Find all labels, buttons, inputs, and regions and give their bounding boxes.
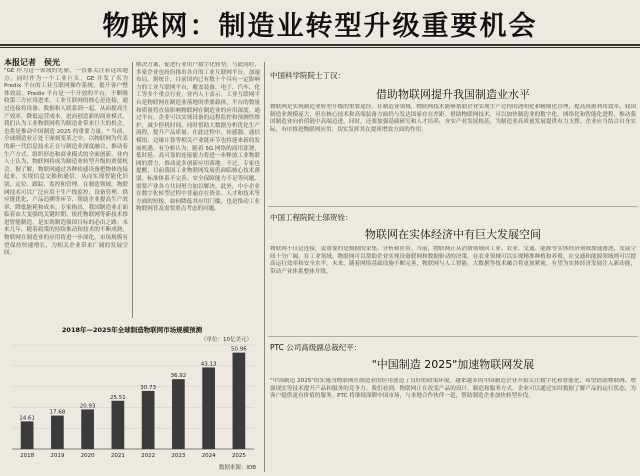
chart-bar [112, 401, 125, 449]
chart-plot [4, 323, 260, 461]
chart-bar [81, 409, 94, 449]
chart-data-label: 50.96 [231, 346, 247, 353]
column-divider [132, 62, 133, 318]
interview-title-2: 物联网在实体经济中有巨大发展空间 [365, 228, 541, 241]
chart-tick-label: 2020 [80, 453, 95, 459]
chart-source: 数据来源：IDB [218, 465, 256, 471]
article-column-2: 解决方案，促进行业用户数字化转型。与此同时，多家企业也纷纷推出各自的工业互联网平台，加速布局。据统计，目前国内已有数十个具有一定影响力的工业互联网平台，覆盖装备、电子、汽车、化工等多个重点行业。业内人士表示，工业互联网平台是物联网在制造业落地的重要载体，平台的数量和质量将直接影响物联网在制造业的应用深度。通过平台，企业可以实现设备的远程监控和预测性维护，减少停机时间，同时借助大数据分析优化生产流程，提升产品质量。在此过程中，传感器、通信模组、边缘计算等相关产业链环节也将迎来新的发展机遇。有分析认为，随着 5G 网络的商用部署，低时延、高可靠的连接能力将进一步释放工业物联网的潜力，推动更多创新应用落地。不过，专家也提醒，目前我国工业物联网发展仍面临核心技术薄弱、标准体系不完善、安全保障能力不足等问题，需要产业各方共同努力加以解决。此外，中小企业在数字化转型过程中普遍存在资金、人才和技术等方面的短板，如何降低其应用门槛，也是推动工业物联网普及需要重点考虑的问题。 [136, 62, 260, 213]
chart-bar [233, 353, 246, 449]
interview-kicker-3: PTC 公司高级副总裁纪平： [270, 343, 362, 352]
section-rule [268, 336, 638, 337]
chart-data-label: 20.93 [79, 403, 96, 410]
chart-data-label: 30.73 [140, 384, 156, 391]
chart-bar [51, 416, 64, 449]
interview-body-3: "中国制造 2025"的实施为物联网在制造业的应用创造了良好的政策环境。越来越多的中国制造企业开始关注数字化和智能化，希望借助物联网、增强现实等技术提升产品和服务的竞争力。我们看到，物联网正在改变产品的设计、制造和服务方式，企业可以通过实时数据了解产品的运行状态，为客户提供更有价值的服务。PTC 将继续深耕中国市场，与本地合作伙伴一道，帮助制造企业加快转型步伐。 [270, 378, 636, 400]
chart-tick-label: 2018 [20, 453, 35, 459]
chart-unit: （单位：10亿美元） [201, 337, 252, 343]
chart-title: 2018年—2025年全球制造物联网市场规模预测 [61, 326, 203, 334]
interview-body-2: 物联网不仅是连接，更重要的是数据的采集、分析和应用。当前，物联网正从消费领域向工业、农业、交通、能源等实体经济领域加速渗透，发展空间十分广阔。在工业领域，物联网可以帮助企业实现设备联网和数据驱动的决策，在农业领域可以实现精准种植和养殖，在交通和能源领域则可以提高运行效率和安全水平。未来，随着网络基础设施不断完善，物联网与人工智能、大数据等技术融合将更加紧密，有望为实体经济发展注入新动能，带动产业体系整体升级。 [270, 246, 636, 275]
chart-bar [21, 421, 34, 449]
interview-kicker-1: 中国科学院院士丁汉： [270, 71, 345, 80]
chart-data-label: 14.61 [19, 415, 35, 422]
interview-title-1: 借助物联网提升我国制造业水平 [376, 88, 530, 101]
chart-tick-label: 2023 [171, 453, 186, 459]
article-column-1: "GE 作为这一领域的先驱，一直都关注着这块地方。同时作为一个工业巨头，GE 开发了名为 Predix 平台的工业互联网操作系统，提升客户整体效益。Predix 平台是一个开放的平台，不断吸收第三方应用进来。工业互联网的核心是连接，通过连接将设备、数据和人联系到一起，从而提高生产效率，降低运营成本，进而创造新的商业模式。我们认为工业物联网将为制造业带来巨大的机会，也将是推动中国制造 2025 的重要力量。" 当前，全球制造业正处于深刻变革之中，以物联网为代表的新一代信息技术正在与制造业深度融合，推动着生产方式、组织形态和商业模式的全面创新。业内人士认为，物联网将成为制造业转型升级的重要机会。据了解，物联网通过各种传感设备把物体连接起来，实现信息交换和通信，从而实现智能化识别、定位、跟踪、监控和管理。在制造领域，物联网技术可以广泛应用于生产线监控、设备管理、供应链优化、产品追溯等环节，帮助企业提高生产效率、降低能耗和成本。专家指出，我国制造业正面临着由大变强的关键时期，依托物联网等新技术推进智能制造，是实现制造强国目标的必由之路。未来几年，随着政策的持续推动和技术的不断成熟，物联网在制造业的应用将进一步深化，市场规模有望保持快速增长，为相关企业带来广阔的发展空间。 [4, 68, 128, 257]
chart-bar [142, 391, 155, 449]
chart-data-label: 36.92 [170, 373, 187, 380]
chart-bar [202, 367, 215, 449]
interview-body-1: 物联网是实现制造业转型升级的重要途径。在制造业领域，物联网技术能够帮助企业实现生产过程的透明化和精细化管理，提高资源利用效率。我国制造业规模庞大，但在核心技术和高端装备方面仍与发达国家存在差距。借助物联网技术，可以加快制造业的数字化、网络化和智能化进程，推动我国制造业向价值链中高端迈进。同时，还要加强基础研究和人才培养，夯实产业发展根基，为制造业高质量发展提供有力支撑。企业应当结合自身实际，有序推进物联网应用，切实发挥其在提质增效方面的作用。 [270, 104, 636, 133]
chart-tick-label: 2024 [201, 453, 216, 459]
market-size-chart [4, 323, 260, 473]
page-headline: 物联网：制造业转型升级重要机会 [102, 11, 538, 42]
headline-rule [0, 44, 640, 46]
section-rule [268, 206, 638, 207]
byline: 本报记者 侯光 [4, 58, 60, 67]
chart-data-label: 43.13 [200, 361, 217, 368]
chart-tick-label: 2022 [141, 453, 156, 459]
headline-rule-thin [0, 47, 640, 48]
chart-data-label: 17.68 [49, 409, 66, 416]
chart-tick-label: 2019 [50, 453, 65, 459]
chart-bar [172, 379, 185, 449]
interview-title-3: "中国制造 2025"加速物联网发展 [371, 358, 535, 371]
section-divider [264, 62, 265, 472]
chart-data-label: 25.51 [110, 394, 126, 401]
chart-tick-label: 2021 [110, 453, 125, 459]
chart-tick-label: 2025 [231, 453, 246, 459]
interview-kicker-2: 中国工程院院士邬贺铨： [270, 213, 353, 222]
